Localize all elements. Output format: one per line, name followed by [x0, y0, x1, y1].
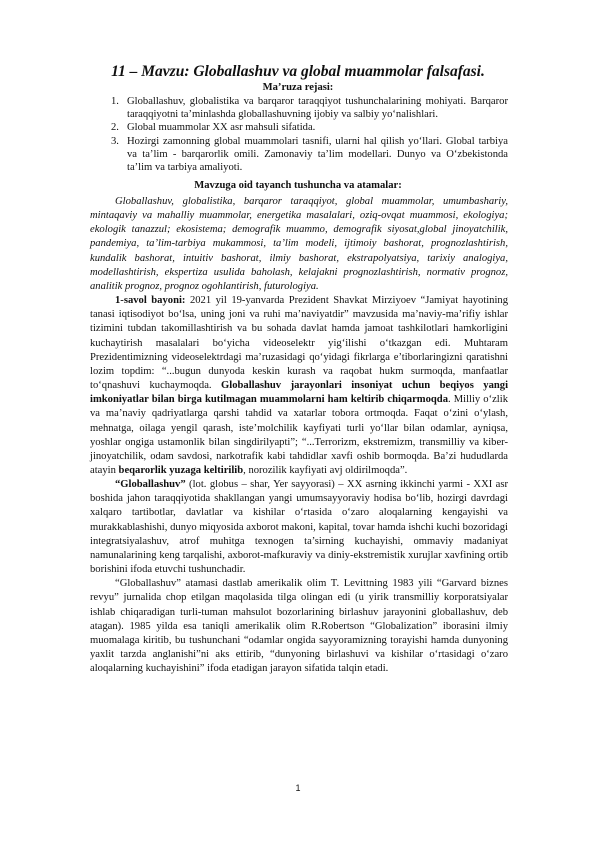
bold-emphasis: Globallashuv jarayonlari insoniyat uchun beqiyos yangi imkoniyatlar bilan birga kutilmagan muammolarni ham keltirib chiqarmoqda: [90, 380, 509, 406]
paragraph-history: “Globallashuv” atamasi dastlab amerikalik olim T. Levittning 1983 yili “Garvard biznes revyu” jurnalida chop etilgan maqolasida tilga olingan edi (u yirik transmilliy korporatsiyalar ishlab chiqaradigan turli-tuman mahsulot bozorlarining birlashuv jarayonini globallashuv, deb atagan). 1985 yilda esa taniqli amerikalik olim R.Robertson “Globalization” iborasini ilmiy muomalaga kiritib, bu tushunchani “odamlar ongida sayyoramizning torayishi hamda dunyoning yaxlit tarzda anglanishi”ni aks ettirib, “dunyoning birlashuvi va kishilar o‘rtasidagi o‘zaro aloqalarning kuchayishini” ifoda etadigan jarayon sifatida talqin etadi.: [90, 578, 508, 675]
paragraph-definition: “Globallashuv” (lot. globus – shar, Yer sayyorasi) – XX asrning ikkinchi yarmi - XXI asr boshida jahon taraqqiyotida shakllangan yangi umumsayyoraviy hodisa bo‘lib, hozirgi davrdagi xalqaro tartibotlar, davlatlar va kishilar o‘rtasida o‘zaro aloqalarning kengayishi va murakkablashishi, dunyo miqyosida axborot makoni, kapital, tovar hamda ishchi kuchi bozoridagi integratsiyalashuv, atrof muhitga texnogen ta’sirning kuchayishi, ommaviy madaniyat namunalarining keng tarqalishi, axborot-mafkuraviy va diniy-ekstremistik xurujlar xavfining ortib borishini ifoda etuvchi tushunchadir.: [90, 479, 508, 576]
key-concepts-heading: Mavzuga oid tayanch tushuncha va atamalar:: [194, 180, 402, 191]
page-number: 1: [295, 783, 301, 793]
key-concepts-paragraph: Globallashuv, globalistika, barqaror taraqqiyot, global muammolar, umumbashariy, mintaqaviy va mahalliy muammolar, energetika masalalari, oziq-ovqat muammosi, ekologiya; ekologik tanazzul; ekosistema; demografik muammo, demografik siyosat,global jinoyatchilik, pandemiya, ta’lim-tarbiya mukammosi, ta’lim modeli, ijtimoiy bashorat, prognozlashtirish, kundalik bashorat, intuitiv bashorat, ilmiy bashorat, ekstrapolyatsiya, tarixiy analogiya, modellashtirish, ekspertiza usulida baholash, kelajakni prognozlashtirish, normativ prognoz, analitik prognoz, prognoz ogohlantirish, futurologiya.: [90, 196, 508, 292]
question-lead: 1-savol bayoni:: [115, 295, 186, 307]
plan-item: 3. Hozirgi zamonning global muammolari tasnifi, ularni hal qilish yo‘llari. Global tarbiya va ta’lim - barqarorlik omili. Zamonaviy ta’lim modellari. Dunyo va O‘zbekistonda ta’lim va tarbiya amaliyoti.: [111, 135, 508, 174]
plan-item: 2. Global muammolar XX asr mahsuli sifatida.: [111, 122, 316, 134]
plan-item: 1. Globallashuv, globalistika va barqaror taraqqiyot tushunchalarining mohiyati. Barqaror taraqqiyotni ta’minlashda globallashuvning ijobiy va salbiy yo‘nalishlari.: [111, 96, 508, 121]
term-lead: “Globallashuv”: [115, 479, 186, 491]
body-text: [90, 195, 508, 676]
plan-heading: Ma’ruza rejasi:: [262, 82, 334, 93]
lecture-plan-list: [108, 95, 508, 174]
lecture-title: 11 – Mavzu: Globallashuv va global muammolar falsafasi.: [111, 63, 485, 80]
paragraph-question-1: 1-savol bayoni: 2021 yil 19-yanvarda Prezident Shavkat Mirziyoev “Jamiyat hayotining tanasi iqtisodiyot bo‘lsa, uning joni va ruhi ma’naviyatdir” mavzusida ma’naviy-ma’rifiy ishlar tizimini tubdan takomillashtirish va bu sohada davlat hamda jamoat tashkilotlari hamkorligini kuchaytirish masalalari bo‘yicha videoselektr yig‘ilishi o‘tkazgan edi. Muhtaram Prezidentimizning videoselektrdagi ma’ruzasidagi qo‘yidagi fikrlarga e’tiborlaringizni qaratishni lozim topdim: “...bugun dunyoda keskin kurash va raqobat hukm surmoqda, manfaatlar to‘qnashuvi kuchaymoqda. Globallashuv jarayonlari insoniyat uchun beqiyos yangi imkoniyatlar bilan birga kutilmagan muammolarni ham keltirib chiqarmoqda. Milliy o‘zlik va ma’naviy qadriyatlarga qarshi tahdid va xatarlar tobora ortmoqda. Faqat o‘zini o‘ylash, mehnatga, oilaga yengil qarash, iste’molchilik kayfiyati turli yo‘llar bilan odamlar, ayniqsa, yoshlar ongiga ustamonlik bilan singdirilyapti”; “...Terrorizm, ekstremizm, transmilliy va kiber-jinoyatchilik, odam savdosi, narkotrafik kabi tahdidlar xavfi oshib bormoqda. Ba’zi hududlarda atayin beqarorlik yuzaga keltirilib, norozilik kayfiyati avj oldirilmoqda”.: [90, 295, 509, 476]
bold-emphasis: beqarorlik yuzaga keltirilib: [118, 464, 244, 476]
